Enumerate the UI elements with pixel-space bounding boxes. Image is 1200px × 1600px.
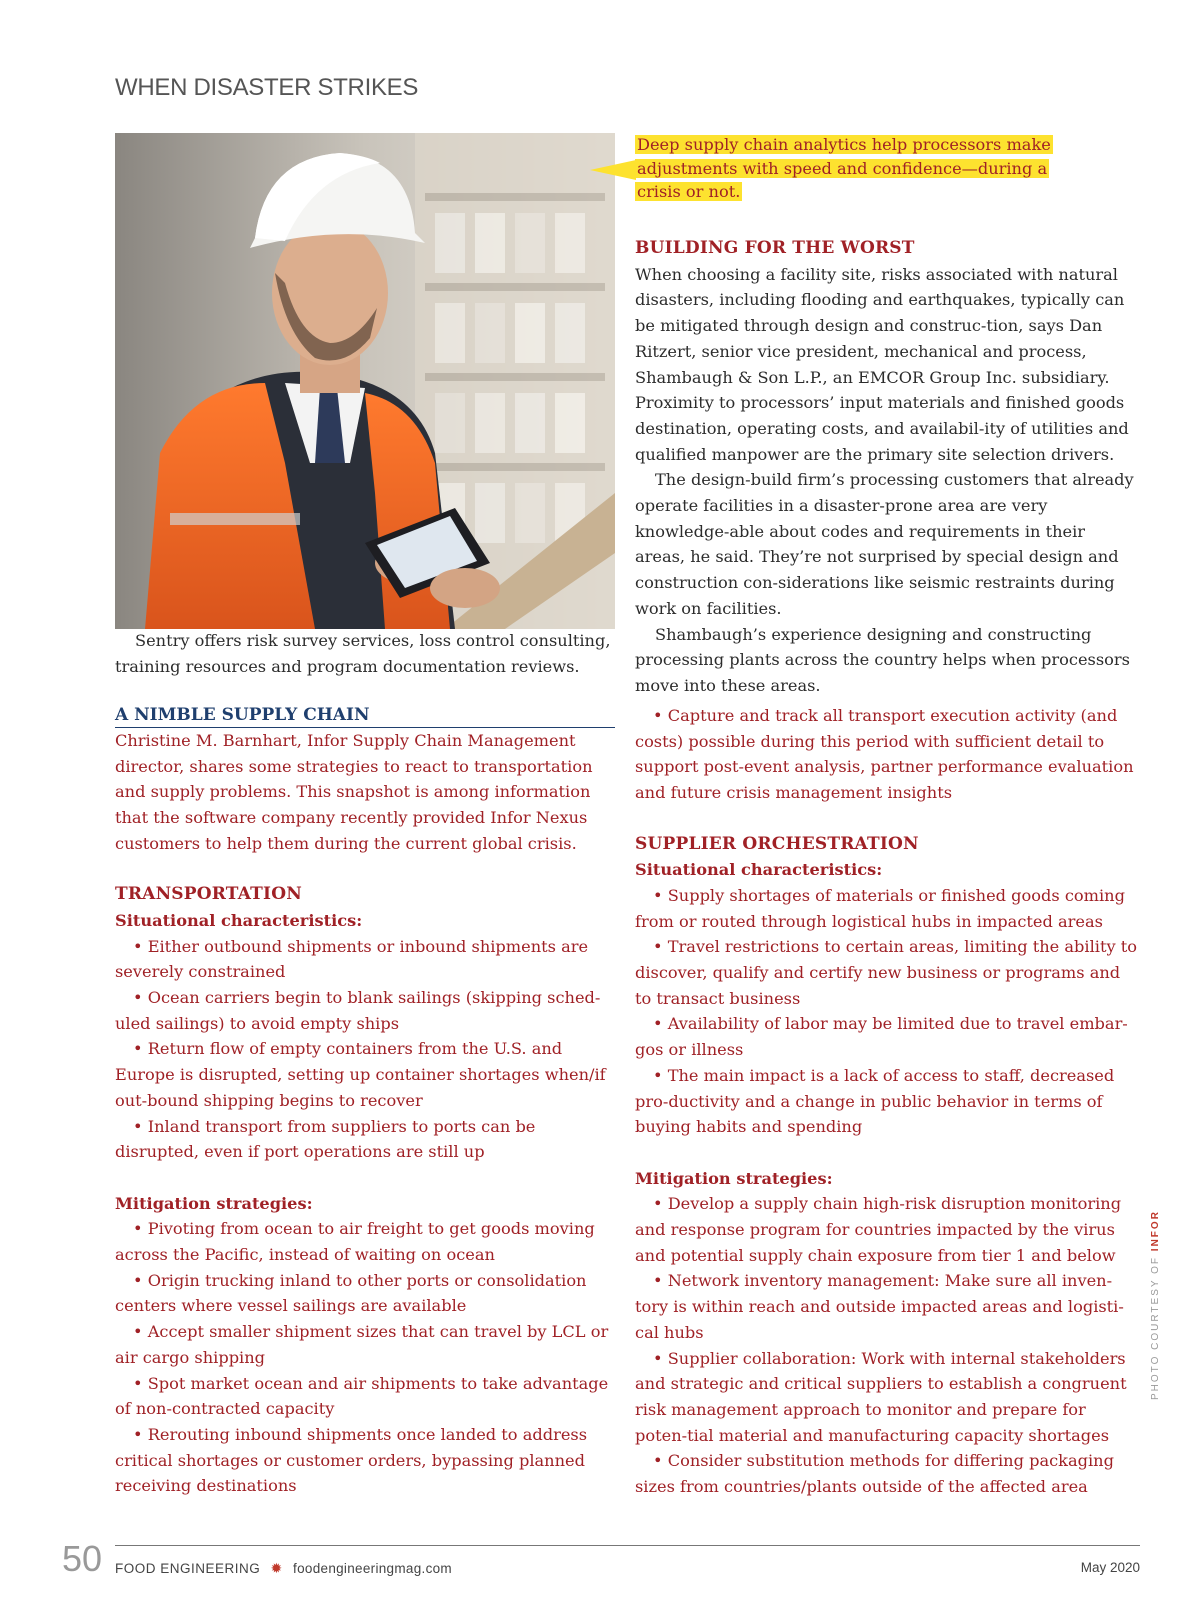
list-item: • Availability of labor may be limited due to travel embar-gos or illness [635, 1014, 1128, 1060]
supplier-situational-label: Situational characteristics: [635, 860, 883, 880]
list-item: • The main impact is a lack of access to staff, decreased pro-ductivity and a change in public behavior in terms of buying habits and spending [635, 1065, 1115, 1137]
list-item: • Spot market ocean and air shipments to take advantage of non-contracted capacity [115, 1373, 609, 1419]
list-item: • Accept smaller shipment sizes that can travel by LCL or air cargo shipping [115, 1322, 609, 1367]
footer-publication [115, 1560, 452, 1577]
photo-caption-block [115, 628, 615, 679]
list-item: • Origin trucking inland to other ports or consolidation centers where vessel sailings are available [115, 1270, 587, 1316]
issue-date: May 2020 [1080, 1560, 1140, 1575]
transportation-heading: TRANSPORTATION [115, 884, 302, 905]
list-item: • Return flow of empty containers from the U.S. and Europe is disrupted, setting up container shortages when/if out-bound shipping begins to recover [115, 1039, 606, 1110]
website-link[interactable]: foodengineeringmag.com [293, 1561, 452, 1576]
nimble-body: Christine M. Barnhart, Infor Supply Chain Management director, shares some strategies to react to transportation and supply problems. This snapshot is among information that the software company recently provided Infor Nexus customers to help them during the current global crisis. [115, 731, 593, 853]
section-header: WHEN DISASTER STRIKES [115, 74, 419, 101]
list-item: • Supply shortages of materials or finished goods coming from or routed through logistical hubs in impacted areas [635, 885, 1125, 931]
pullquote-text: Deep supply chain analytics help processors make adjustments with speed and confidence—during a crisis or not. [637, 135, 1051, 201]
list-item: • Capture and track all transport execution activity (and costs) possible during this period with sufficient detail to support post-event analysis, partner performance evaluation and future crisis management insights [635, 706, 1134, 803]
photo-caption: Sentry offers risk survey services, loss control consulting, training resources and program documentation reviews. [115, 631, 611, 676]
right-column-lower [635, 703, 1140, 1500]
nimble-heading: A NIMBLE SUPPLY CHAIN [115, 703, 615, 728]
publication-name: FOOD ENGINEERING [115, 1561, 261, 1576]
building-paragraph: Shambaugh’s experience designing and constructing processing plants across the country helps when processors move into these areas. [635, 624, 1130, 695]
pullquote [635, 133, 1075, 204]
building-heading: BUILDING FOR THE WORST [635, 238, 915, 258]
building-section [635, 236, 1140, 699]
building-paragraph: The design-build firm’s processing customers that already operate facilities in a disaster-prone area are very knowledge-able about codes and requirements in their areas, he said. They’re not surprised by special design and construction con-siderations like seismic restraints during work on facilities. [635, 470, 1134, 618]
transportation-situational-label: Situational characteristics: [115, 910, 363, 930]
page-number: 50 [62, 1538, 103, 1579]
gear-icon: ✹ [270, 1560, 283, 1576]
building-paragraph: When choosing a facility site, risks associated with natural disasters, including flooding and earthquakes, typically can be mitigated through design and construc-tion, says Dan Ritzert, senior vice president, mechanical and process, Shambaugh & Son L.P., an EMCOR Group Inc. subsidiary. Proximity to processors’ input materials and finished goods destination, operating costs, and availabil-ity of utilities and qualified manpower are the primary site selection drivers. [635, 264, 1129, 464]
photo-credit-name: INFOR [1150, 1210, 1161, 1252]
worker-photo-illustration [115, 133, 615, 629]
list-item: • Consider substitution methods for differing packaging sizes from countries/plants outside of the affected area [635, 1451, 1114, 1497]
list-item: • Inland transport from suppliers to ports can be disrupted, even if port operations are still up [115, 1116, 536, 1162]
photo-credit-prefix: PHOTO COURTESY OF [1150, 1255, 1161, 1400]
list-item: • Supplier collaboration: Work with internal stakeholders and strategic and critical suppliers to establish a congruent risk management approach to monitor and prepare for poten-tial material and manufacturing capacity shortages [635, 1348, 1127, 1445]
left-column-body [115, 703, 615, 1499]
list-item: • Develop a supply chain high-risk disruption monitoring and response program for countries impacted by the virus and potential supply chain exposure from tier 1 and below [635, 1194, 1122, 1265]
list-item: • Network inventory management: Make sure all inven-tory is within reach and outside impacted areas and logisti-cal hubs [635, 1271, 1124, 1342]
list-item: • Either outbound shipments or inbound shipments are severely constrained [115, 936, 589, 982]
photo-credit [1150, 1210, 1161, 1400]
list-item: • Travel restrictions to certain areas, limiting the ability to discover, qualify and certify new business or programs and to transact business [635, 937, 1137, 1008]
pullquote-pointer [590, 160, 636, 180]
footer-divider [115, 1545, 1140, 1546]
transportation-mitigation-label: Mitigation strategies: [115, 1193, 313, 1213]
list-item: • Ocean carriers begin to blank sailings (skipping sched-uled sailings) to avoid empty ships [115, 988, 601, 1033]
list-item: • Rerouting inbound shipments once landed to address critical shortages or customer orders, bypassing planned receiving destinations [115, 1424, 588, 1496]
list-item: • Pivoting from ocean to air freight to get goods moving across the Pacific, instead of waiting on ocean [115, 1219, 595, 1265]
supplier-mitigation-label: Mitigation strategies: [635, 1168, 833, 1188]
article-photo [115, 133, 615, 629]
supplier-heading: SUPPLIER ORCHESTRATION [635, 833, 919, 854]
